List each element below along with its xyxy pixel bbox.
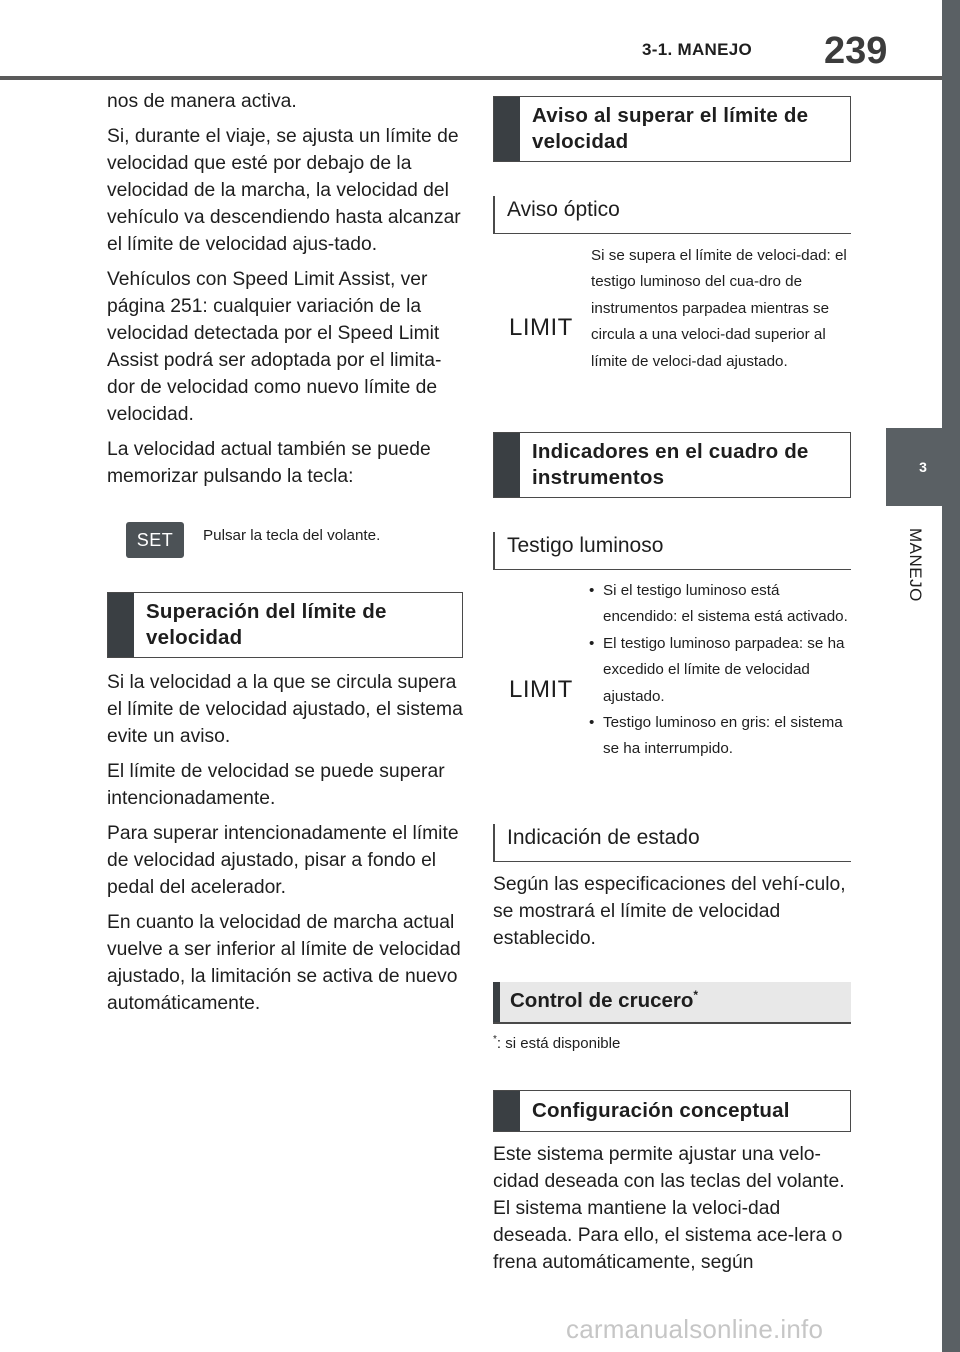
chapter-tab[interactable]: 3	[886, 428, 960, 506]
paragraph: El límite de velocidad se puede superar intencionadamente.	[107, 761, 445, 809]
chapter-side-bar	[942, 0, 960, 1352]
heading-configuracion: Configuración conceptual	[493, 1090, 851, 1132]
watermark: carmanualsonline.info	[566, 1314, 824, 1344]
subheading-estado: Indicación de estado	[493, 824, 851, 862]
heading-control-crucero: Control de crucero*	[493, 982, 851, 1024]
paragraph: Si, durante el viaje, se ajusta un límite de velocidad que esté por debajo de la velocidad de la marcha, la velocidad del vehículo va descendiendo hasta alcanzar el límite de velocidad ajus-tado.	[107, 126, 461, 255]
heading-superacion: Superación del límite de velocidad	[107, 592, 463, 658]
paragraph: Para superar intencionadamente el límite de velocidad ajustado, pisar a fondo el pedal del acelerador.	[107, 823, 459, 898]
footnote: *: si está disponible	[493, 1034, 621, 1052]
set-key-icon: SET	[126, 522, 184, 558]
testigo-list	[589, 578, 849, 763]
config-description: Este sistema permite ajustar una velo-cidad deseada con las teclas del volante. El sistema mantiene la veloci-dad deseada. Para ello, el sistema ace-lera o frena automáticamente, según	[493, 1144, 845, 1273]
paragraph: nos de manera activa.	[107, 91, 297, 112]
list-item: • Si el testigo luminoso está encendido: el sistema está activado.	[589, 578, 849, 631]
list-item: • El testigo luminoso parpadea: se ha excedido el límite de velocidad ajustado.	[589, 631, 849, 710]
list-item: • Testigo luminoso en gris: el sistema se ha interrumpido.	[589, 710, 849, 763]
header-divider	[0, 76, 960, 80]
left-column-bottom	[107, 669, 463, 1025]
paragraph: Vehículos con Speed Limit Assist, ver página 251: cualquier variación de la velocidad detectada por el Speed Limit Assist podrá ser adoptada por el limita-dor de velocidad como nuevo límite de velocidad.	[107, 269, 442, 425]
heading-indicadores: Indicadores en el cuadro de instrumentos	[493, 432, 851, 498]
left-column	[107, 88, 463, 498]
subheading-aviso-optico: Aviso óptico	[493, 196, 851, 234]
subheading-testigo: Testigo luminoso	[493, 532, 851, 570]
chapter-label: MANEJO	[906, 528, 925, 602]
limit-indicator-icon: LIMIT	[509, 676, 573, 703]
estado-description: Según las especificaciones del vehí-culo, se mostrará el límite de velocidad establecido.	[493, 874, 846, 949]
limit-indicator-icon: LIMIT	[509, 314, 573, 341]
paragraph: La velocidad actual también se puede memorizar pulsando la tecla:	[107, 439, 431, 487]
aviso-description: Si se supera el límite de veloci-dad: el testigo luminoso del cua-dro de instrumentos parpadea mientras se circula a una veloci-dad superior al límite de veloci-dad ajustado.	[591, 247, 847, 370]
page-number: 239	[824, 30, 888, 72]
heading-aviso: Aviso al superar el límite de velocidad	[493, 96, 851, 162]
set-key-description: Pulsar la tecla del volante.	[203, 527, 381, 544]
paragraph: Si la velocidad a la que se circula supera el límite de velocidad ajustado, el sistema evite un aviso.	[107, 672, 463, 747]
section-title: 3-1. MANEJO	[642, 40, 753, 59]
paragraph: En cuanto la velocidad de marcha actual vuelve a ser inferior al límite de velocidad ajustado, la limitación se activa de nuevo automáticamente.	[107, 912, 461, 1014]
